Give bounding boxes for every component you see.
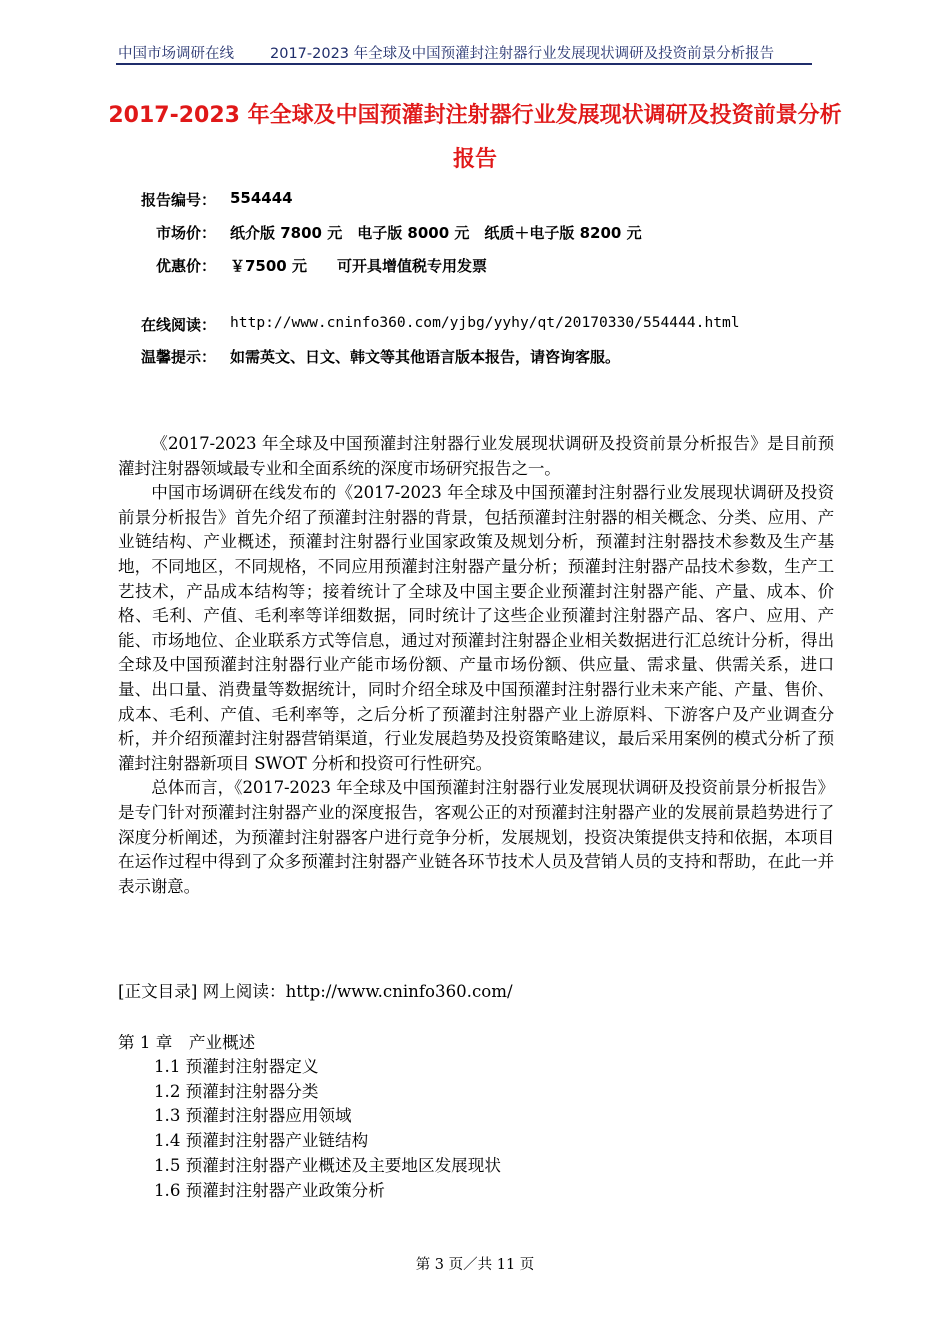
toc-item: 1.2 预灌封注射器分类 xyxy=(154,1082,319,1101)
header-report-title: 2017-2023 年全球及中国预灌封注射器行业发展现状调研及投资前景分析报告 xyxy=(270,46,775,62)
summary-paragraph-1: 《2017-2023 年全球及中国预灌封注射器行业发展现状调研及投资前景分析报告》是目前预灌封注射器领域最专业和全面系统的深度市场研究报告之一。 xyxy=(118,434,834,478)
page-number: 第 3 页／共 11 页 xyxy=(415,1257,535,1273)
tip-label: 温馨提示： xyxy=(140,348,216,366)
header-rule xyxy=(116,63,812,65)
online-label: 在线阅读： xyxy=(140,316,216,334)
toc-item: 1.6 预灌封注射器产业政策分析 xyxy=(154,1181,385,1200)
price-value: 纸介版 7800 元 电子版 8000 元 纸质＋电子版 8200 元 xyxy=(230,224,642,242)
report-no-label: 报告编号： xyxy=(140,191,216,209)
discount-label: 优惠价： xyxy=(155,257,216,275)
price-label: 市场价： xyxy=(155,224,216,242)
toc-intro-link[interactable]: [正文目录] 网上阅读：http://www.cninfo360.com/ xyxy=(118,982,513,1001)
toc-item: 1.3 预灌封注射器应用领域 xyxy=(154,1106,352,1125)
summary-body xyxy=(118,432,834,899)
toc-item: 1.5 预灌封注射器产业概述及主要地区发展现状 xyxy=(154,1156,501,1175)
tip-value: 如需英文、日文、韩文等其他语言版本报告，请咨询客服。 xyxy=(230,348,621,366)
report-no-value: 554444 xyxy=(230,189,293,207)
online-url-link[interactable]: http://www.cninfo360.com/yjbg/yyhy/qt/20170330/554444.html xyxy=(230,314,740,331)
summary-paragraph-3: 总体而言，《2017-2023 年全球及中国预灌封注射器行业发展现状调研及投资前景分析报告》是专门针对预灌封注射器产业的深度报告，客观公正的对预灌封注射器产业的发展前景趋势进行了深度分析阐述，为预灌封注射器客户进行竞争分析，发展规划，投资决策提供支持和依据，本项目在运作过程中得到了众多预灌封注射器产业链各环节技术人员及营销人员的支持和帮助，在此一并表示谢意。 xyxy=(118,778,834,896)
header-site-name: 中国市场调研在线 xyxy=(118,46,234,62)
summary-paragraph-2: 中国市场调研在线发布的《2017-2023 年全球及中国预灌封注射器行业发展现状调研及投资前景分析报告》首先介绍了预灌封注射器的背景，包括预灌封注射器的相关概念、分类、应用、产业链结构、产业概述，预灌封注射器行业国家政策及规划分析，预灌封注射器技术参数及生产基地，不同地区，不同规格，不同应用预灌封注射器产量分析；预灌封注射器产品技术参数，生产工艺技术，产品成本结构等；接着统计了全球及中国主要企业预灌封注射器产能、产量、成本、价格、毛利、产值、毛利率等详细数据，同时统计了这些企业预灌封注射器产品、客户、应用、产能、市场地位、企业联系方式等信息，通过对预灌封注射器企业相关数据进行汇总统计分析，得出全球及中国预灌封注射器行业产能市场份额、产量市场份额、供应量、需求量、供需关系，进口量、出口量、消费量等数据统计，同时介绍全球及中国预灌封注射器行业未来产能、产量、售价、成本、毛利、产值、毛利率等，之后分析了预灌封注射器产业上游原料、下游客户及产业调查分析，并介绍预灌封注射器营销渠道，行业发展趋势及投资策略建议，最后采用案例的模式分析了预灌封注射器新项目 SWOT 分析和投资可行性研究。 xyxy=(118,483,834,773)
report-title xyxy=(108,94,842,182)
report-title-line2: 报告 xyxy=(452,147,497,172)
running-header xyxy=(118,42,810,64)
report-title-line1: 2017-2023 年全球及中国预灌封注射器行业发展现状调研及投资前景分析 xyxy=(108,103,842,128)
toc-chapter-1: 第 1 章 产业概述 xyxy=(118,1033,256,1052)
toc-item: 1.4 预灌封注射器产业链结构 xyxy=(154,1131,369,1150)
discount-value: ￥7500 元 可开具增值税专用发票 xyxy=(230,257,487,275)
toc-item: 1.1 预灌封注射器定义 xyxy=(154,1057,319,1076)
